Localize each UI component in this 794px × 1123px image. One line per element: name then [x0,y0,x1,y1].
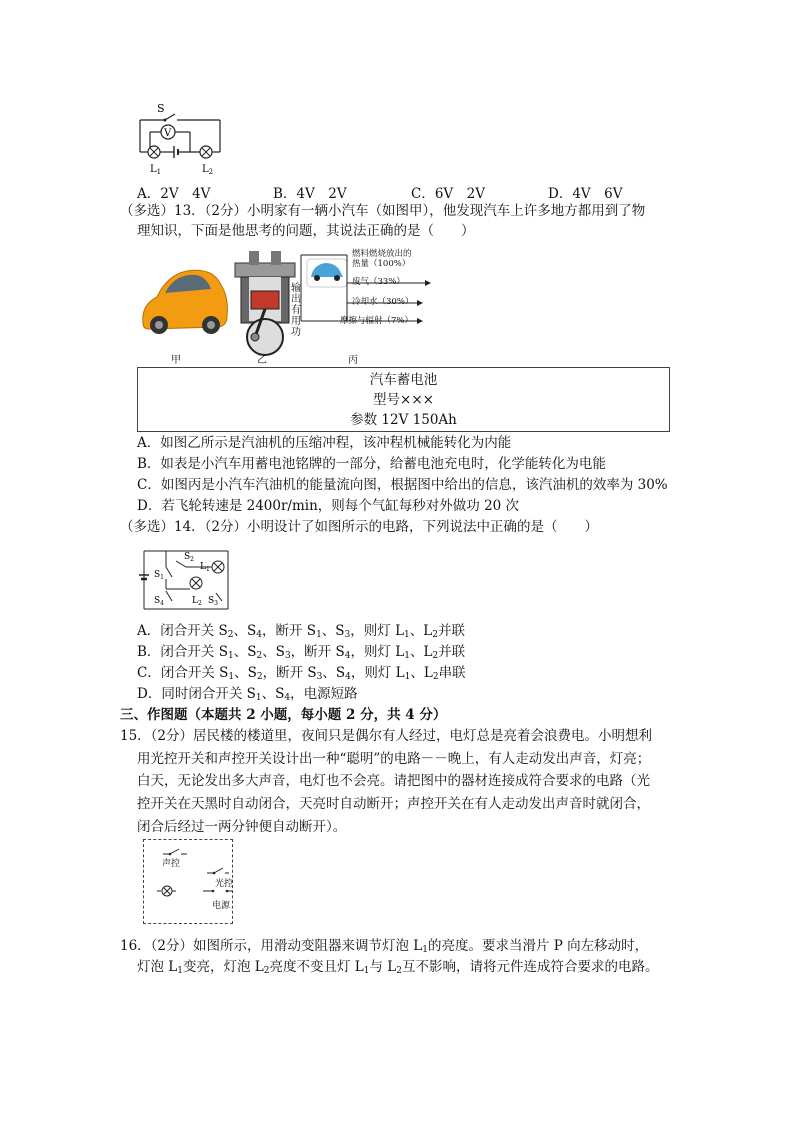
svg-text:S4: $S_4$ [154,596,164,607]
q15-line1: 15．（2分）居民楼的楼道里，夜间只是偶尔有人经过，电灯总是亮着会浪费电。小明想利 [120,728,653,744]
svg-text:S1: $S_1$ [154,570,164,581]
table-row-title: 汽车蓄电池 [369,372,438,388]
light-switch-label: 光控 [215,879,234,889]
q13-stem-line2: 理知识，下面是他思考的问题，其说法正确的是（ ） [137,223,475,239]
q14-circuit-figure [136,547,236,615]
q16-line2: 灯泡 $L_1$变亮，灯泡 $L_2$亮度不变且灯 $L_1$与 $L_2$互不影响，请将元件连成符合要求的电路。 [137,959,659,976]
q14-stem: （多选）14．（2分）小明设计了如图所示的电路，下列说法中正确的是（ ） [120,519,599,535]
q15-line4: 控开关在天黑时自动闭合，天亮时自动断开；声控开关在有人走动发出声音时就闭合， [137,796,650,812]
table-row-params: 参数 12V 150Ah [350,412,457,428]
q12-option-b: B．4V 2V [273,186,347,202]
power-source-label: 电源 [212,901,231,911]
q14-option-d: D．同时闭合开关 $S_1$、$S_4$，电源短路 [137,686,358,703]
friction-label: 摩擦与辐射（7%） [340,316,413,326]
q15-line3: 白天，无论发出多大声音，电灯也不会亮。请把图中的器材连接成符合要求的电路（光 [137,773,650,789]
lamp-l1-label: $L_1$ [150,164,162,176]
engine-image [235,251,295,355]
car-image [143,270,228,334]
coolant-label: 冷却水（30%） [352,297,414,307]
q13-option-d: D．若飞轮转速是 2400r/min，则每个气缸每秒对外做功 20 次 [137,498,520,514]
q12-option-d: D．4V 6V [548,186,623,202]
svg-text:L2: $L_2$ [192,596,202,607]
svg-text:L1: $L_1$ [200,562,210,573]
q13-option-a: A．如图乙所示是汽油机的压缩冲程，该冲程机械能转化为内能 [137,435,512,451]
label-jia: 甲 [171,355,181,366]
heat-label: 燃料燃烧放出的 热量（100%） [352,249,412,269]
output-work-label: 输 出 有 用 功 [291,283,301,338]
label-bing: 丙 [348,355,358,366]
q16-line1: 16．（2分）如图所示，用滑动变阻器来调节灯泡 $L_1$的亮度。要求当滑片 P 向左移动时， [120,938,649,955]
q12-option-c: C．6V 2V [411,186,486,202]
label-yi: 乙 [257,355,267,366]
battery-nameplate-table [137,367,670,432]
q13-option-c: C．如图丙是小汽车汽油机的能量流向图，根据图中给出的信息，该汽油机的效率为 30% [137,477,668,493]
exhaust-label: 废气（33%） [352,277,405,287]
q12-circuit-figure [130,100,230,180]
q15-line5: 闭合后经过一两分钟便自动断开）。 [137,819,347,835]
q14-option-a: A．闭合开关 $S_2$、$S_4$，断开 $S_1$、$S_3$，则灯 $L_1$、$L_2$并联 [137,623,465,640]
q14-option-b: B．闭合开关 $S_1$、$S_2$、$S_3$，断开 $S_4$，则灯 $L_1$、$L_2$并联 [137,644,466,661]
svg-text:S2: $S_2$ [184,552,194,563]
q13-option-b: B．如表是小汽车用蓄电池铭牌的一部分，给蓄电池充电时，化学能转化为电能 [137,456,606,472]
q15-line2: 用光控开关和声控开关设计出一种“聪明”的电路－－晚上，有人走动发出声音，灯亮； [137,751,651,767]
q14-option-c: C．闭合开关 $S_1$、$S_2$，断开 $S_3$、$S_4$，则灯 $L_1$、$L_2$串联 [137,665,466,682]
table-row-model: 型号××× [373,392,434,408]
lamp-l2-label: $L_2$ [202,164,214,176]
svg-text:S3: $S_3$ [208,596,218,607]
section-heading: 三、作图题（本题共 2 小题，每小题 2 分，共 4 分） [120,707,447,723]
q13-stem-line1: （多选）13．（2分）小明家有一辆小汽车（如图甲），他发现汽车上许多地方都用到了物 [120,203,646,219]
sound-switch-label: 声控 [162,859,181,869]
switch-s-label: S [157,102,165,115]
voltmeter-label: V [164,128,172,139]
q12-option-a: A．2V 4V [137,186,211,202]
